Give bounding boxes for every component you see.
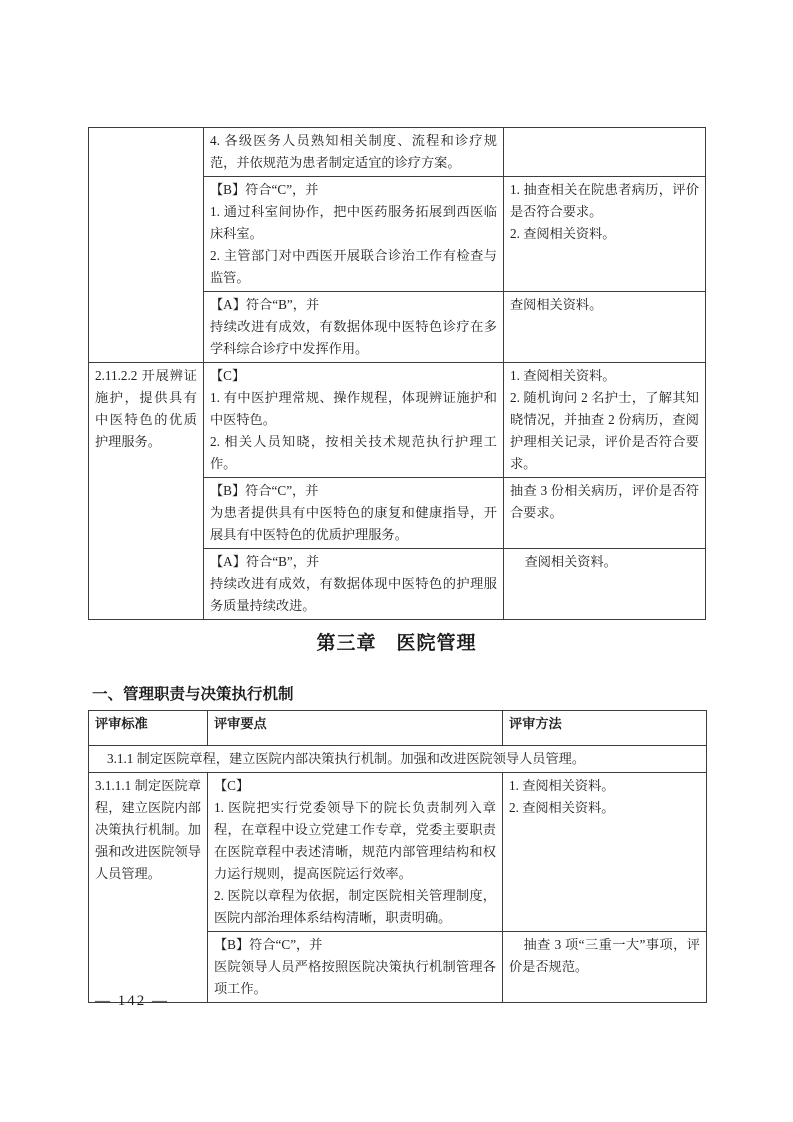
standard-cell-empty (89, 128, 204, 363)
points-cell: 4. 各级医务人员熟知相关制度、流程和诊疗规范，并依规范为患者制定适宜的诊疗方案。 (204, 128, 504, 177)
table-row (89, 363, 706, 478)
points-cell: 【B】符合“C”，并 1. 通过科室间协作，把中医药服务拓展到西医临床科室。 2. 主管部门对中西医开展联合诊治工作有检查与监管。 (204, 177, 504, 292)
section-span-row (89, 746, 707, 773)
table-header-row (89, 711, 707, 746)
standard-group-cell: 3.1.1 制定医院章程，建立医院内部决策执行机制。加强和改进医院领导人员管理。 (89, 746, 707, 773)
method-cell: 查阅相关资料。 (504, 549, 706, 620)
column-header-standard: 评审标准 (89, 711, 208, 746)
method-cell: 1. 查阅相关资料。 2. 查阅相关资料。 (503, 773, 707, 932)
points-cell: 【C】 1. 医院把实行党委领导下的院长负责制列入章程，在章程中设立党建工作专章，党委主要职责在医院章程中表述清晰，规范内部管理结构和权力运行规则，提高医院运行效率。 2. 医院以章程为依据，制定医院相关管理制度，医院内部治理体系结构清晰，职责明确。 (208, 773, 503, 932)
management-review-table (88, 710, 707, 1003)
table-row (89, 128, 706, 177)
method-cell-empty (504, 128, 706, 177)
points-cell: 【A】符合“B”，并 持续改进有成效，有数据体现中医特色诊疗在多学科综合诊疗中发挥作用。 (204, 292, 504, 363)
page-number: — 142 — (95, 993, 169, 1009)
table-row (89, 773, 707, 932)
points-cell: 【B】符合“C”，并 为患者提供具有中医特色的康复和健康指导，开展具有中医特色的优质护理服务。 (204, 478, 504, 549)
method-cell: 1. 查阅相关资料。 2. 随机询问 2 名护士，了解其知晓情况，并抽查 2 份病历，查阅护理相关记录，评价是否符合要求。 (504, 363, 706, 478)
column-header-points: 评审要点 (208, 711, 503, 746)
points-cell: 【B】符合“C”，并 医院领导人员严格按照医院决策执行机制管理各项工作。 (208, 932, 503, 1003)
standard-cell: 3.1.1.1 制定医院章程，建立医院内部决策执行机制。加强和改进医院领导人员管理。 (89, 773, 208, 1003)
method-cell: 抽查 3 份相关病历，评价是否符合要求。 (504, 478, 706, 549)
column-header-method: 评审方法 (503, 711, 707, 746)
points-cell: 【A】符合“B”，并 持续改进有成效，有数据体现中医特色的护理服务质量持续改进。 (204, 549, 504, 620)
method-cell: 1. 抽查相关在院患者病历，评价是否符合要求。 2. 查阅相关资料。 (504, 177, 706, 292)
section-title: 一、管理职责与决策执行机制 (92, 686, 294, 703)
chapter-title: 第三章 医院管理 (316, 633, 477, 654)
method-cell: 查阅相关资料。 (504, 292, 706, 363)
tcm-service-review-table (88, 127, 706, 620)
method-cell: 抽查 3 项“三重一大”事项，评价是否规范。 (503, 932, 707, 1003)
points-cell: 【C】 1. 有中医护理常规、操作规程，体现辨证施护和中医特色。 2. 相关人员知晓，按相关技术规范执行护理工作。 (204, 363, 504, 478)
standard-cell: 2.11.2.2 开展辨证施护，提供具有中医特色的优质护理服务。 (89, 363, 204, 620)
